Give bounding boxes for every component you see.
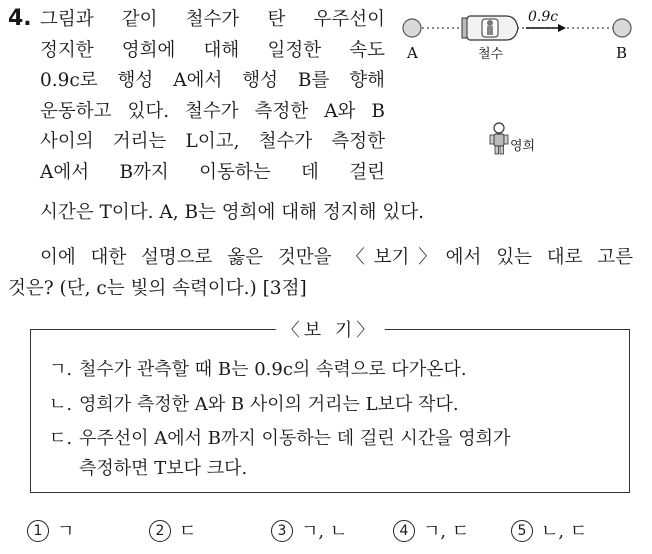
bogi-item: [49, 424, 510, 450]
choice-text: ㄷ: [179, 521, 197, 542]
choice-text: ㄱ, ㄴ: [301, 521, 348, 542]
choice-number: 5: [511, 520, 533, 542]
observer-label: 영희: [510, 139, 536, 154]
choice-text: ㄱ: [57, 521, 75, 542]
bogi-title: 〈보 기〉: [276, 316, 385, 342]
question-line: 정지한 영희에 대해 일정한 속도: [40, 39, 385, 61]
question-line: 0.9c로 행성 A에서 행성 B를 향해: [40, 70, 385, 91]
velocity-label: 0.9c: [528, 9, 559, 25]
question-line: 그림과 같이 철수가 탄 우주선이: [40, 9, 385, 30]
choice-3[interactable]: [271, 517, 347, 543]
label-b: B: [616, 44, 628, 62]
planet-b: [613, 19, 631, 37]
question-line: A에서 B까지 이동하는 데 걸린: [40, 161, 385, 183]
bogi-item: [49, 390, 459, 416]
bogi-box: [30, 320, 630, 493]
choice-2[interactable]: [149, 517, 196, 543]
choice-number: 1: [27, 520, 49, 542]
question-paragraph-1: [40, 5, 385, 188]
planet-a: [403, 19, 421, 37]
choice-1[interactable]: [27, 517, 74, 543]
instruction-line: 이에 대한 설명으로 옳은 것만을 〈보기〉에서 있는 대로 고른: [40, 247, 633, 268]
bogi-item-key: ㄱ.: [49, 359, 73, 380]
question-line: 운동하고 있다. 철수가 측정한 A와 B: [40, 100, 385, 122]
bogi-item-text: 철수가 관측할 때 B는 0.9c의 속력으로 다가온다.: [79, 359, 467, 380]
instruction-line: 것은? (단, c는 빛의 속력이다.) [3점]: [8, 278, 307, 299]
question-line: 사이의 거리는 L이고, 철수가 측정한: [40, 131, 385, 152]
bogi-item-key: ㄷ.: [49, 428, 73, 449]
ship-label: 철수: [478, 47, 504, 62]
choice-number: 2: [149, 520, 171, 542]
label-a: A: [407, 44, 418, 62]
choice-number: 4: [393, 520, 415, 542]
choice-5[interactable]: [511, 517, 587, 543]
spaceship-figure: [398, 0, 638, 190]
bogi-item-key: ㄴ.: [49, 394, 73, 415]
choice-text: ㄴ, ㄷ: [541, 521, 588, 542]
spaceship: [462, 16, 518, 40]
bogi-item: [49, 355, 467, 381]
bogi-item-text: 우주선이 A에서 B까지 이동하는 데 걸린 시간을 영희가: [79, 428, 511, 449]
question-number: 4.: [8, 6, 32, 31]
question-line-last: 시간은 T이다. A, B는 영희에 대해 정지해 있다.: [40, 202, 425, 223]
bogi-item-text: 영희가 측정한 A와 B 사이의 거리는 L보다 작다.: [79, 394, 459, 415]
bogi-item-continuation: 측정하면 T보다 크다.: [79, 458, 248, 479]
choice-text: ㄱ, ㄷ: [423, 521, 470, 542]
question-paragraph-2: [8, 242, 633, 304]
choice-4[interactable]: [393, 517, 469, 543]
choice-number: 3: [271, 520, 293, 542]
observer-icon: [490, 123, 508, 154]
